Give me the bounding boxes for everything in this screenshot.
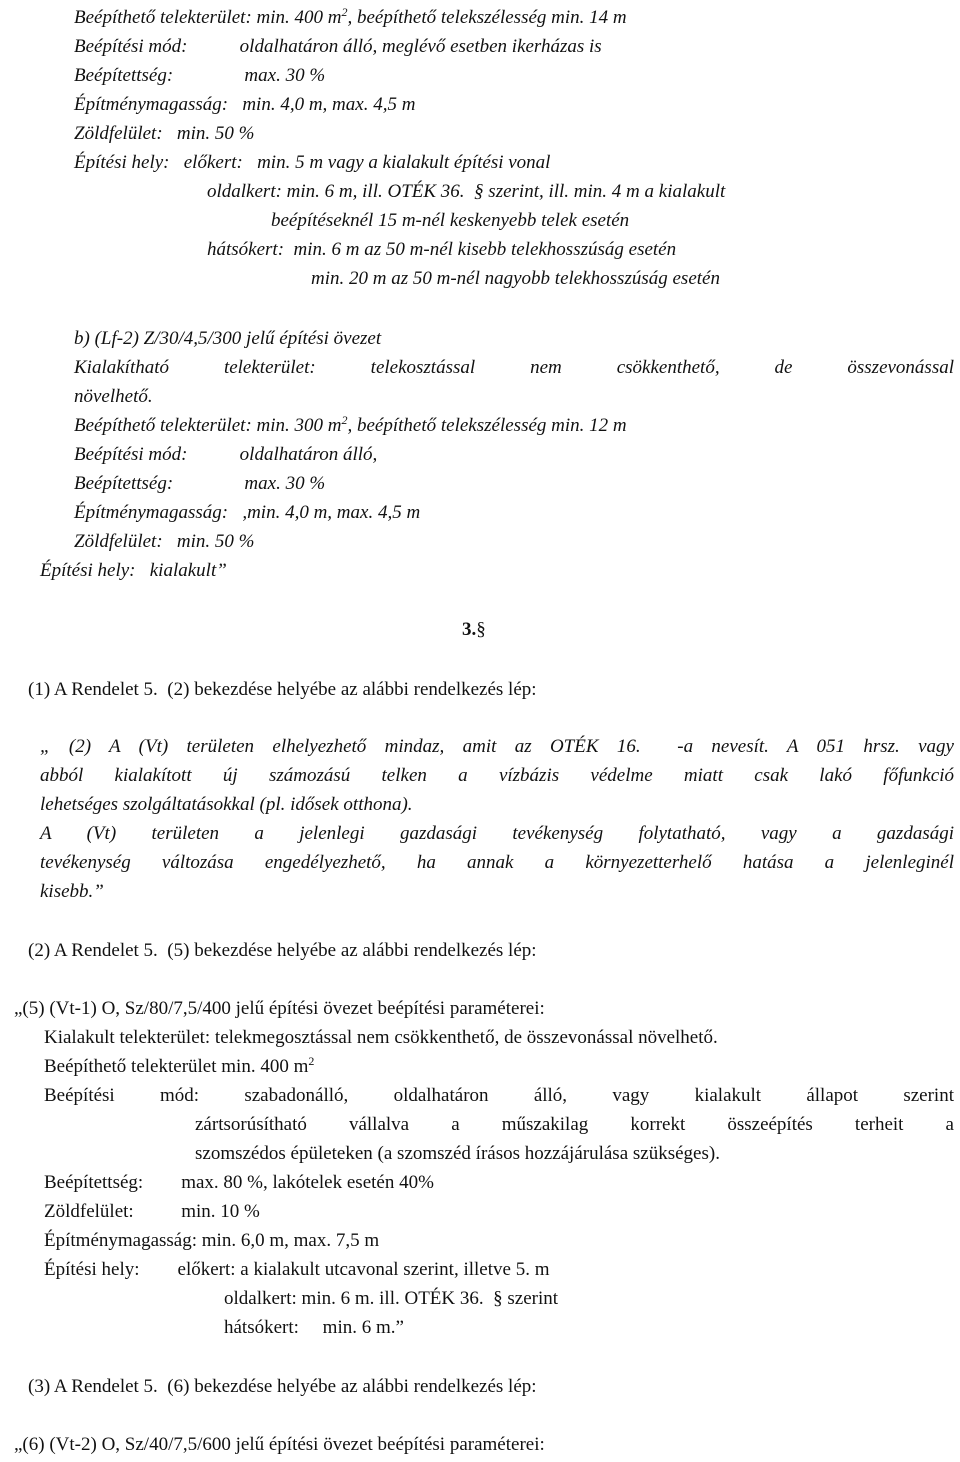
- quote2-back-garden: hátsókert: min. 6 m.”: [224, 1317, 404, 1338]
- s1-built-ratio: Beépítettség: max. 30 %: [74, 65, 326, 86]
- quote3-heading: „(6) (Vt-2) O, Sz/40/7,5/600 jelű építési övezet beépítési paraméterei:: [14, 1434, 545, 1455]
- s2-buildable-area: [74, 414, 627, 438]
- section-number-text: 3.: [462, 619, 477, 640]
- paragraph-sign: §: [476, 619, 486, 640]
- quote1-line5: tevékenység változása engedélyezhető, ha annak a környezetterhelő hatása a jelenleginél: [40, 852, 954, 873]
- quote1-line6: kisebb.”: [40, 881, 104, 902]
- s1-back-garden-long: min. 20 m az 50 m-nél nagyobb telekhosszúság esetén: [311, 268, 720, 289]
- quote2-lot-area: Kialakult telekterület: telekmegosztással nem csökkenthető, de összevonással növelhető.: [44, 1027, 718, 1048]
- amendment-1: (1) A Rendelet 5. (2) bekezdése helyébe az alábbi rendelkezés lép:: [28, 679, 537, 700]
- s1-side-garden: oldalkert: min. 6 m, ill. OTÉK 36. § szerint, ill. min. 4 m a kialakult: [207, 181, 726, 202]
- quote1-line4: A (Vt) területen a jelenlegi gazdasági tevékenység folytatható, vagy a gazdasági: [40, 823, 954, 844]
- s1-green-area: Zöldfelület: min. 50 %: [74, 123, 255, 144]
- quote2-building-place: Építési hely: előkert: a kialakult utcavonal szerint, illetve 5. m: [44, 1259, 550, 1280]
- quote2-building-mode-cont1: zártsorúsítható vállalva a műszakilag korrekt összeépítés terheit a: [195, 1114, 954, 1135]
- s1-buildable-area: [74, 6, 627, 30]
- quote2-buildable-area: [44, 1055, 314, 1079]
- s2-lot-area: Kialakítható telekterület: telekosztással nem csökkenthető, de összevonással: [74, 357, 954, 378]
- quote2-building-mode: Beépítési mód: szabadonálló, oldalhatáron álló, vagy kialakult állapot szerint: [44, 1085, 954, 1106]
- quote2-area-text: Beépíthető telekterület min. 400 m: [44, 1056, 309, 1077]
- amendment-2: (2) A Rendelet 5. (5) bekezdése helyébe az alábbi rendelkezés lép:: [28, 940, 537, 961]
- quote1-line1: „ (2) A (Vt) területen elhelyezhető mindaz, amit az OTÉK 16. -a nevesít. A 051 hrsz. vagy: [40, 736, 954, 757]
- s2-heading: b) (Lf-2) Z/30/4,5/300 jelű építési övezet: [74, 328, 382, 349]
- superscript: 2: [341, 5, 348, 19]
- s2-area-text: Beépíthető telekterület: min. 300 m: [74, 415, 342, 436]
- s1-back-garden: hátsókert: min. 6 m az 50 m-nél kisebb telekhosszúság esetén: [207, 239, 677, 260]
- quote2-building-height: Építménymagasság: min. 6,0 m, max. 7,5 m: [44, 1230, 380, 1251]
- s1-building-mode: Beépítési mód: oldalhatáron álló, meglévő esetben ikerházas is: [74, 36, 602, 57]
- s1-building-place: Építési hely: előkert: min. 5 m vagy a kialakult építési vonal: [74, 152, 551, 173]
- section-number: [462, 618, 486, 642]
- s1-area-text: Beépíthető telekterület: min. 400 m: [74, 7, 342, 28]
- s2-building-place: Építési hely: kialakult”: [40, 560, 227, 581]
- quote1-line3: lehetséges szolgáltatásokkal (pl. idősek otthona).: [40, 794, 413, 815]
- quote1-line2: abból kialakított új számozású telken a vízbázis védelme miatt csak lakó főfunkció: [40, 765, 954, 786]
- s1-building-height: Építménymagasság: min. 4,0 m, max. 4,5 m: [74, 94, 416, 115]
- quote2-side-garden: oldalkert: min. 6 m. ill. OTÉK 36. § szerint: [224, 1288, 559, 1309]
- amendment-3: (3) A Rendelet 5. (6) bekezdése helyébe az alábbi rendelkezés lép:: [28, 1376, 537, 1397]
- s1-narrow-lot: beépítéseknél 15 m-nél keskenyebb telek esetén: [271, 210, 630, 231]
- superscript: 2: [308, 1054, 315, 1068]
- quote2-green-area: Zöldfelület: min. 10 %: [44, 1201, 260, 1222]
- s2-building-mode: Beépítési mód: oldalhatáron álló,: [74, 444, 378, 465]
- s1-width-text: , beépíthető telekszélesség min. 14 m: [347, 7, 627, 28]
- s2-building-height: Építménymagasság: ,min. 4,0 m, max. 4,5 m: [74, 502, 421, 523]
- s2-lot-area-cont: növelhető.: [74, 386, 153, 407]
- quote2-building-mode-cont2: szomszédos épületeken (a szomszéd írásos hozzájárulása szükséges).: [195, 1143, 720, 1164]
- superscript: 2: [341, 413, 348, 427]
- s2-green-area: Zöldfelület: min. 50 %: [74, 531, 255, 552]
- s2-built-ratio: Beépítettség: max. 30 %: [74, 473, 326, 494]
- s2-width-text: , beépíthető telekszélesség min. 12 m: [347, 415, 627, 436]
- quote2-heading: „(5) (Vt-1) O, Sz/80/7,5/400 jelű építési övezet beépítési paraméterei:: [14, 998, 545, 1019]
- quote2-built-ratio: Beépítettség: max. 80 %, lakótelek esetén 40%: [44, 1172, 434, 1193]
